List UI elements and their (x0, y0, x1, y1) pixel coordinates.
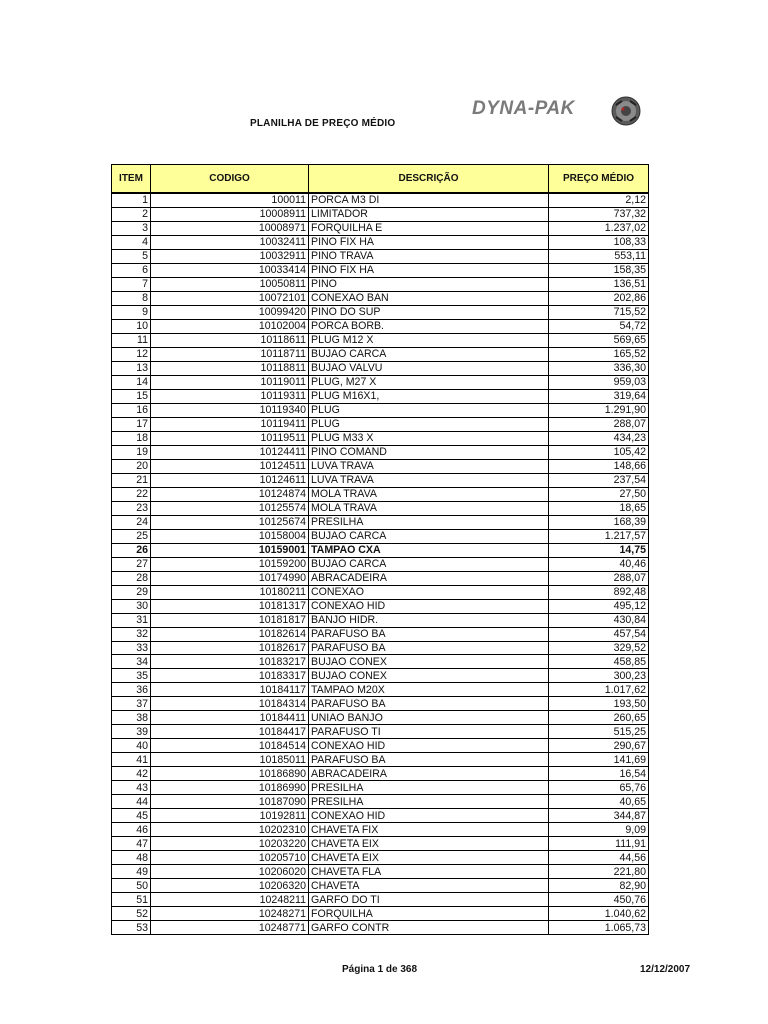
table-row (112, 641, 649, 655)
cell-item: 26 (112, 543, 151, 557)
cell-preco-medio: 54,72 (549, 319, 649, 333)
cell-codigo: 10248271 (151, 907, 309, 921)
table-row (112, 403, 649, 417)
table-row (112, 501, 649, 515)
cell-descricao: PARAFUSO BA (309, 627, 549, 641)
cell-descricao: PINO FIX HA (309, 263, 549, 277)
cell-descricao: PORCA BORB. (309, 319, 549, 333)
table-row (112, 711, 649, 725)
table-row (112, 389, 649, 403)
cell-item: 51 (112, 893, 151, 907)
logo-text: DYNA-PAK (472, 98, 575, 119)
cell-item: 35 (112, 669, 151, 683)
cell-item: 19 (112, 445, 151, 459)
table-row (112, 697, 649, 711)
cell-descricao: LIMITADOR (309, 207, 549, 221)
cell-preco-medio: 40,65 (549, 795, 649, 809)
cell-codigo: 10125674 (151, 515, 309, 529)
cell-item: 1 (112, 193, 151, 207)
cell-preco-medio: 329,52 (549, 641, 649, 655)
cell-preco-medio: 892,48 (549, 585, 649, 599)
cell-descricao: PINO DO SUP (309, 305, 549, 319)
cell-preco-medio: 959,03 (549, 375, 649, 389)
header-item: ITEM (112, 165, 151, 194)
table-row (112, 529, 649, 543)
cell-preco-medio: 344,87 (549, 809, 649, 823)
cell-codigo: 10182614 (151, 627, 309, 641)
cell-descricao: BUJAO CARCA (309, 529, 549, 543)
cell-descricao: FORQUILHA (309, 907, 549, 921)
cell-preco-medio: 2,12 (549, 193, 649, 207)
cell-item: 29 (112, 585, 151, 599)
table-row (112, 445, 649, 459)
cell-descricao: PLUG M12 X (309, 333, 549, 347)
cell-preco-medio: 65,76 (549, 781, 649, 795)
table-row (112, 291, 649, 305)
cell-preco-medio: 288,07 (549, 571, 649, 585)
cell-codigo: 10248771 (151, 921, 309, 935)
cell-codigo: 10159200 (151, 557, 309, 571)
cell-item: 23 (112, 501, 151, 515)
cell-descricao: LUVA TRAVA (309, 473, 549, 487)
logo-emblem-icon (610, 95, 642, 127)
cell-codigo: 10186890 (151, 767, 309, 781)
cell-item: 52 (112, 907, 151, 921)
cell-item: 33 (112, 641, 151, 655)
cell-codigo: 10180211 (151, 585, 309, 599)
table-row (112, 557, 649, 571)
cell-codigo: 10159001 (151, 543, 309, 557)
cell-descricao: ABRACADEIRA (309, 571, 549, 585)
table-row (112, 473, 649, 487)
cell-preco-medio: 450,76 (549, 893, 649, 907)
cell-item: 6 (112, 263, 151, 277)
cell-preco-medio: 221,80 (549, 865, 649, 879)
cell-item: 18 (112, 431, 151, 445)
table-row (112, 865, 649, 879)
cell-descricao: TAMPAO CXA (309, 543, 549, 557)
cell-descricao: FORQUILHA E (309, 221, 549, 235)
cell-descricao: PORCA M3 DI (309, 193, 549, 207)
cell-codigo: 10032411 (151, 235, 309, 249)
cell-descricao: PINO (309, 277, 549, 291)
cell-descricao: CHAVETA FLA (309, 865, 549, 879)
cell-item: 39 (112, 725, 151, 739)
cell-descricao: PRESILHA (309, 795, 549, 809)
cell-item: 13 (112, 361, 151, 375)
cell-item: 9 (112, 305, 151, 319)
cell-preco-medio: 18,65 (549, 501, 649, 515)
cell-descricao: PARAFUSO BA (309, 641, 549, 655)
cell-item: 47 (112, 837, 151, 851)
cell-codigo: 10118711 (151, 347, 309, 361)
cell-item: 37 (112, 697, 151, 711)
cell-preco-medio: 434,23 (549, 431, 649, 445)
cell-codigo: 10182617 (151, 641, 309, 655)
table-row (112, 907, 649, 921)
table-row (112, 655, 649, 669)
table-row (112, 543, 649, 557)
cell-item: 45 (112, 809, 151, 823)
cell-preco-medio: 430,84 (549, 613, 649, 627)
cell-preco-medio: 458,85 (549, 655, 649, 669)
cell-codigo: 100011 (151, 193, 309, 207)
cell-preco-medio: 158,35 (549, 263, 649, 277)
cell-item: 21 (112, 473, 151, 487)
cell-codigo: 10124874 (151, 487, 309, 501)
table-row (112, 277, 649, 291)
cell-item: 20 (112, 459, 151, 473)
cell-codigo: 10181817 (151, 613, 309, 627)
cell-item: 10 (112, 319, 151, 333)
cell-codigo: 10184117 (151, 683, 309, 697)
cell-codigo: 10174990 (151, 571, 309, 585)
cell-descricao: ABRACADEIRA (309, 767, 549, 781)
cell-preco-medio: 40,46 (549, 557, 649, 571)
cell-codigo: 10125574 (151, 501, 309, 515)
table-row (112, 375, 649, 389)
cell-codigo: 10124411 (151, 445, 309, 459)
table-row (112, 879, 649, 893)
table-row (112, 431, 649, 445)
cell-codigo: 10184514 (151, 739, 309, 753)
cell-preco-medio: 16,54 (549, 767, 649, 781)
table-row (112, 249, 649, 263)
cell-descricao: GARFO CONTR (309, 921, 549, 935)
cell-descricao: PRESILHA (309, 515, 549, 529)
cell-preco-medio: 44,56 (549, 851, 649, 865)
cell-item: 36 (112, 683, 151, 697)
cell-item: 43 (112, 781, 151, 795)
cell-codigo: 10050811 (151, 277, 309, 291)
cell-codigo: 10187090 (151, 795, 309, 809)
cell-item: 2 (112, 207, 151, 221)
table-row (112, 305, 649, 319)
cell-item: 12 (112, 347, 151, 361)
table-row (112, 669, 649, 683)
cell-descricao: PRESILHA (309, 781, 549, 795)
cell-codigo: 10202310 (151, 823, 309, 837)
price-table (111, 164, 649, 935)
cell-descricao: CONEXAO HID (309, 599, 549, 613)
cell-codigo: 10192811 (151, 809, 309, 823)
cell-codigo: 10124511 (151, 459, 309, 473)
table-row (112, 319, 649, 333)
cell-item: 41 (112, 753, 151, 767)
page-number: Página 1 de 368 (342, 964, 418, 975)
cell-descricao: TAMPAO M20X (309, 683, 549, 697)
cell-descricao: BUJAO CARCA (309, 557, 549, 571)
table-row (112, 809, 649, 823)
cell-descricao: BANJO HIDR. (309, 613, 549, 627)
cell-descricao: PLUG, M27 X (309, 375, 549, 389)
cell-codigo: 10206320 (151, 879, 309, 893)
cell-codigo: 10119011 (151, 375, 309, 389)
cell-item: 30 (112, 599, 151, 613)
table-row (112, 235, 649, 249)
table-row (112, 739, 649, 753)
cell-item: 5 (112, 249, 151, 263)
cell-codigo: 10184411 (151, 711, 309, 725)
table-row (112, 515, 649, 529)
cell-preco-medio: 319,64 (549, 389, 649, 403)
cell-preco-medio: 136,51 (549, 277, 649, 291)
cell-descricao: GARFO DO TI (309, 893, 549, 907)
cell-preco-medio: 1.291,90 (549, 403, 649, 417)
table-row (112, 767, 649, 781)
cell-codigo: 10099420 (151, 305, 309, 319)
table-row (112, 207, 649, 221)
cell-codigo: 10119311 (151, 389, 309, 403)
cell-item: 38 (112, 711, 151, 725)
cell-preco-medio: 457,54 (549, 627, 649, 641)
table-row (112, 599, 649, 613)
cell-descricao: CHAVETA EIX (309, 837, 549, 851)
cell-codigo: 10184417 (151, 725, 309, 739)
cell-codigo: 10102004 (151, 319, 309, 333)
cell-preco-medio: 495,12 (549, 599, 649, 613)
cell-codigo: 10183217 (151, 655, 309, 669)
cell-descricao: MOLA TRAVA (309, 487, 549, 501)
cell-item: 50 (112, 879, 151, 893)
table-row (112, 781, 649, 795)
cell-preco-medio: 715,52 (549, 305, 649, 319)
table-row (112, 193, 649, 207)
cell-descricao: CHAVETA FIX (309, 823, 549, 837)
cell-item: 48 (112, 851, 151, 865)
cell-preco-medio: 1.065,73 (549, 921, 649, 935)
cell-item: 28 (112, 571, 151, 585)
cell-preco-medio: 1.040,62 (549, 907, 649, 921)
cell-item: 3 (112, 221, 151, 235)
cell-preco-medio: 1.237,02 (549, 221, 649, 235)
cell-codigo: 10183317 (151, 669, 309, 683)
table-row (112, 795, 649, 809)
cell-item: 46 (112, 823, 151, 837)
cell-item: 17 (112, 417, 151, 431)
cell-codigo: 10185011 (151, 753, 309, 767)
cell-descricao: CHAVETA (309, 879, 549, 893)
cell-item: 32 (112, 627, 151, 641)
table-row (112, 361, 649, 375)
header-descricao: DESCRIÇÃO (309, 165, 549, 194)
cell-preco-medio: 193,50 (549, 697, 649, 711)
cell-descricao: BUJAO VALVU (309, 361, 549, 375)
table-row (112, 347, 649, 361)
cell-preco-medio: 168,39 (549, 515, 649, 529)
cell-item: 34 (112, 655, 151, 669)
cell-descricao: CHAVETA EIX (309, 851, 549, 865)
cell-descricao: MOLA TRAVA (309, 501, 549, 515)
cell-preco-medio: 111,91 (549, 837, 649, 851)
cell-codigo: 10206020 (151, 865, 309, 879)
cell-preco-medio: 148,66 (549, 459, 649, 473)
cell-preco-medio: 569,65 (549, 333, 649, 347)
cell-item: 4 (112, 235, 151, 249)
cell-descricao: PINO FIX HA (309, 235, 549, 249)
cell-item: 15 (112, 389, 151, 403)
cell-codigo: 10008911 (151, 207, 309, 221)
cell-item: 40 (112, 739, 151, 753)
cell-codigo: 10119511 (151, 431, 309, 445)
cell-descricao: PINO COMAND (309, 445, 549, 459)
table-row (112, 585, 649, 599)
cell-item: 11 (112, 333, 151, 347)
table-row (112, 823, 649, 837)
cell-preco-medio: 108,33 (549, 235, 649, 249)
cell-codigo: 10203220 (151, 837, 309, 851)
cell-item: 44 (112, 795, 151, 809)
cell-item: 27 (112, 557, 151, 571)
header-codigo: CODIGO (151, 165, 309, 194)
cell-preco-medio: 737,32 (549, 207, 649, 221)
cell-codigo: 10119340 (151, 403, 309, 417)
table-row (112, 571, 649, 585)
cell-preco-medio: 237,54 (549, 473, 649, 487)
cell-codigo: 10118611 (151, 333, 309, 347)
table-row (112, 921, 649, 935)
cell-preco-medio: 82,90 (549, 879, 649, 893)
table-row (112, 487, 649, 501)
cell-descricao: BUJAO CONEX (309, 669, 549, 683)
cell-preco-medio: 336,30 (549, 361, 649, 375)
cell-descricao: PLUG (309, 403, 549, 417)
table-row (112, 683, 649, 697)
cell-descricao: PARAFUSO TI (309, 725, 549, 739)
cell-preco-medio: 105,42 (549, 445, 649, 459)
report-date: 12/12/2007 (640, 964, 691, 975)
table-row (112, 613, 649, 627)
cell-item: 8 (112, 291, 151, 305)
cell-preco-medio: 300,23 (549, 669, 649, 683)
cell-preco-medio: 290,67 (549, 739, 649, 753)
cell-item: 53 (112, 921, 151, 935)
cell-descricao: PLUG M16X1, (309, 389, 549, 403)
table-row (112, 893, 649, 907)
table-row (112, 459, 649, 473)
cell-item: 14 (112, 375, 151, 389)
cell-preco-medio: 9,09 (549, 823, 649, 837)
cell-descricao: CONEXAO BAN (309, 291, 549, 305)
cell-item: 25 (112, 529, 151, 543)
cell-item: 49 (112, 865, 151, 879)
cell-item: 24 (112, 515, 151, 529)
cell-preco-medio: 288,07 (549, 417, 649, 431)
cell-preco-medio: 141,69 (549, 753, 649, 767)
cell-codigo: 10186990 (151, 781, 309, 795)
cell-codigo: 10181317 (151, 599, 309, 613)
cell-descricao: LUVA TRAVA (309, 459, 549, 473)
cell-codigo: 10124611 (151, 473, 309, 487)
table-row (112, 851, 649, 865)
cell-descricao: CONEXAO HID (309, 809, 549, 823)
table-row (112, 627, 649, 641)
document-title: PLANILHA DE PREÇO MÉDIO (250, 118, 396, 129)
table-row (112, 753, 649, 767)
cell-item: 7 (112, 277, 151, 291)
table-row (112, 263, 649, 277)
cell-codigo: 10205710 (151, 851, 309, 865)
cell-descricao: PARAFUSO BA (309, 697, 549, 711)
cell-preco-medio: 1.017,62 (549, 683, 649, 697)
table-row (112, 417, 649, 431)
cell-item: 31 (112, 613, 151, 627)
cell-item: 42 (112, 767, 151, 781)
cell-preco-medio: 260,65 (549, 711, 649, 725)
table-row (112, 221, 649, 235)
cell-descricao: CONEXAO HID (309, 739, 549, 753)
cell-preco-medio: 27,50 (549, 487, 649, 501)
cell-codigo: 10032911 (151, 249, 309, 263)
cell-codigo: 10158004 (151, 529, 309, 543)
cell-preco-medio: 202,86 (549, 291, 649, 305)
table-row (112, 333, 649, 347)
cell-descricao: PLUG (309, 417, 549, 431)
cell-codigo: 10119411 (151, 417, 309, 431)
cell-descricao: BUJAO CARCA (309, 347, 549, 361)
cell-descricao: PINO TRAVA (309, 249, 549, 263)
cell-preco-medio: 1.217,57 (549, 529, 649, 543)
cell-descricao: BUJAO CONEX (309, 655, 549, 669)
header-preco-medio: PREÇO MÉDIO (549, 165, 649, 194)
cell-codigo: 10008971 (151, 221, 309, 235)
cell-preco-medio: 553,11 (549, 249, 649, 263)
table-row (112, 837, 649, 851)
cell-descricao: UNIAO BANJO (309, 711, 549, 725)
cell-codigo: 10248211 (151, 893, 309, 907)
cell-item: 22 (112, 487, 151, 501)
table-header-row (112, 165, 649, 194)
cell-descricao: PLUG M33 X (309, 431, 549, 445)
cell-preco-medio: 165,52 (549, 347, 649, 361)
cell-codigo: 10118811 (151, 361, 309, 375)
cell-item: 16 (112, 403, 151, 417)
dyna-pak-logo (472, 96, 644, 126)
cell-codigo: 10033414 (151, 263, 309, 277)
cell-codigo: 10184314 (151, 697, 309, 711)
cell-preco-medio: 14,75 (549, 543, 649, 557)
cell-descricao: PARAFUSO BA (309, 753, 549, 767)
table-row (112, 725, 649, 739)
cell-codigo: 10072101 (151, 291, 309, 305)
cell-preco-medio: 515,25 (549, 725, 649, 739)
cell-descricao: CONEXAO (309, 585, 549, 599)
